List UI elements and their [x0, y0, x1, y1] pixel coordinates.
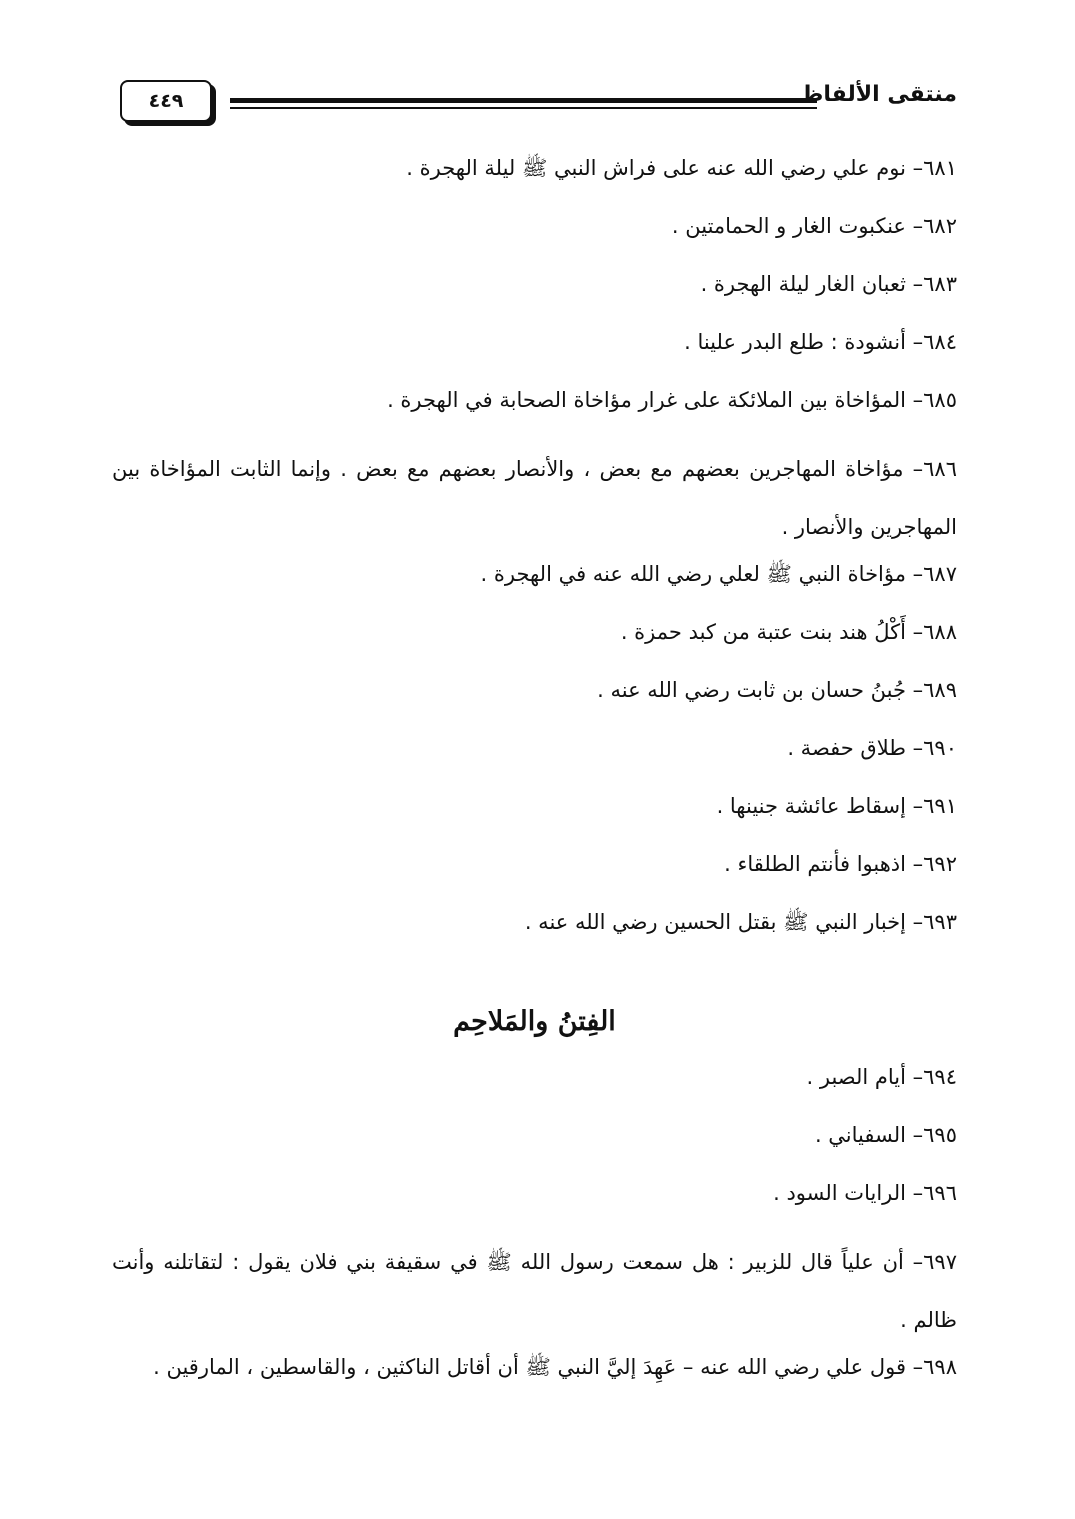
list-item: ٦٨٥– المؤاخاة بين الملائكة على غرار مؤاخاة الصحابة في الهجرة .	[387, 388, 957, 412]
list-item: ٦٩٤– أيام الصبر .	[806, 1065, 957, 1089]
list-item: ٦٨٩– جُبنُ حسان بن ثابت رضي الله عنه .	[597, 678, 957, 702]
list-item: ٦٨٦– مؤاخاة المهاجرين بعضهم مع بعض ، والأنصار بعضهم مع بعض . وإنما الثابت المؤاخاة بين المهاجرين والأنصار .	[112, 457, 957, 539]
list-item: ٦٩٨– قول علي رضي الله عنه – عَهِدَ إليَّ النبي ﷺ أن أقاتل الناكثين ، والقاسطين ، المارقين .	[153, 1355, 957, 1379]
list-item: ٦٩٢– اذهبوا فأنتم الطلقاء .	[724, 852, 957, 876]
list-item: ٦٨٣– ثعبان الغار ليلة الهجرة .	[700, 272, 957, 296]
list-item: ٦٩٦– الرايات السود .	[773, 1181, 957, 1205]
list-item: ٦٩٧– أن علياً قال للزبير : هل سمعت رسول الله ﷺ في سقيفة بني فلان يقول : لتقاتلنه وأنت ظالم .	[112, 1250, 957, 1332]
list-item: ٦٨٢– عنكبوت الغار و الحمامتين .	[671, 214, 957, 238]
list-item: ٦٩٠– طلاق حفصة .	[787, 736, 957, 760]
list-item: ٦٩٥– السفياني .	[814, 1123, 957, 1147]
list-item: ٦٨٧– مؤاخاة النبي ﷺ لعلي رضي الله عنه في الهجرة .	[480, 562, 957, 586]
list-item: ٦٨٤– أنشودة : طلع البدر علينا .	[684, 330, 957, 354]
page-header	[112, 72, 957, 132]
list-item: ٦٨١– نوم علي رضي الله عنه على فراش النبي ﷺ ليلة الهجرة .	[406, 156, 957, 180]
page-body	[112, 150, 957, 1407]
header-rule	[230, 98, 817, 109]
book-title: منتقى الألفاظ	[800, 82, 957, 107]
list-item: ٦٨٨– أَكْلُ هند بنت عتبة من كبد حمزة .	[620, 620, 957, 644]
list-item: ٦٩١– إسقاط عائشة جنينها .	[716, 794, 957, 818]
section-heading: الفِتنُ والمَلاحِم	[453, 1006, 616, 1037]
page-number: ٤٤٩	[120, 80, 212, 122]
list-item: ٦٩٣– إخبار النبي ﷺ بقتل الحسين رضي الله عنه .	[524, 910, 957, 934]
